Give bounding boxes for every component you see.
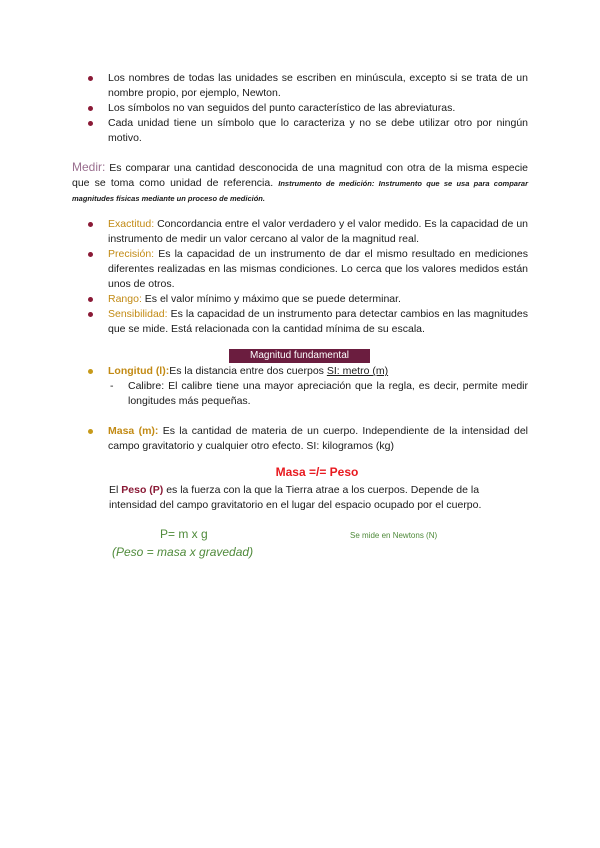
- unit-note: Se mide en Newtons (N): [350, 531, 438, 540]
- unit-rules-list: [88, 71, 528, 146]
- medir-definition: [72, 160, 528, 206]
- bullet-icon: [88, 429, 93, 434]
- masa-peso-heading: Masa =/= Peso: [275, 465, 359, 479]
- list-item: Los símbolos no van seguidos del punto característico de las abreviaturas.: [88, 101, 528, 116]
- section-banner: Magnitud fundamental: [229, 349, 370, 363]
- list-item: Cada unidad tiene un símbolo que lo caracteriza y no se debe utilizar otro por ningún motivo.: [88, 116, 528, 146]
- medir-note: Instrumento de medición: Instrumento que se usa para comparar magnitudes físicas mediante un proceso de medición.: [72, 179, 528, 203]
- bullet-icon: [88, 369, 93, 374]
- bullet-icon: [88, 106, 93, 111]
- list-item: Rango: Es el valor mínimo y máximo que se puede determinar.: [88, 292, 528, 307]
- list-item: Sensibilidad: Es la capacidad de un instrumento para detectar cambios en las magnitudes que se mide. Está relacionada con la cantidad mínima de su escala.: [88, 307, 528, 337]
- formula-explained: (Peso = masa x gravedad): [112, 545, 254, 559]
- sub-list: [108, 379, 528, 409]
- magnitudes-list: [88, 364, 528, 454]
- list-item: Precisión: Es la capacidad de un instrumento de dar el mismo resultado en mediciones diferentes realizadas en las mismas condiciones. Lo cerca que los valores medidos están unos de otros.: [88, 247, 528, 292]
- medir-term: Medir:: [72, 160, 106, 174]
- bullet-icon: [88, 121, 93, 126]
- bullet-icon: [88, 222, 93, 227]
- dash-icon: -: [110, 380, 114, 392]
- bullet-icon: [88, 76, 93, 81]
- peso-definition: El Peso (P) es la fuerza con la que la Tierra atrae a los cuerpos. Depende de la intensidad del campo gravitatorio en el lugar del espacio ocupado por el cuerpo.: [109, 484, 482, 511]
- bullet-icon: [88, 297, 93, 302]
- bullet-icon: [88, 312, 93, 317]
- bullet-icon: [88, 252, 93, 257]
- list-item: - Calibre: El calibre tiene una mayor apreciación que la regla, es decir, permite medir longitudes más pequeñas.: [110, 380, 528, 407]
- medir-text: Es comparar una cantidad desconocida de una magnitud con otra de la misma especie que se toma como unidad de referencia.: [72, 162, 528, 189]
- list-item: Masa (m): Es la cantidad de materia de un cuerpo. Independiente de la intensidad del campo gravitatorio y cualquier otro efecto. SI: kilogramos (kg): [88, 424, 528, 454]
- properties-list: [88, 217, 528, 337]
- list-item: Los nombres de todas las unidades se escriben en minúscula, excepto si se trata de un nombre propio, por ejemplo, Newton.: [88, 71, 528, 101]
- peso-formula: P= m x g: [160, 527, 208, 541]
- list-item: Longitud (l):Es la distancia entre dos cuerpos SI: metro (m) - Calibre: El calibre tiene una mayor apreciación que la regla, es decir, permite medir longitudes más pequeñas.: [88, 364, 528, 409]
- list-item: Exactitud: Concordancia entre el valor verdadero y el valor medido. Es la capacidad de un instrumento de medir un valor cercano al valor de la magnitud real.: [88, 217, 528, 247]
